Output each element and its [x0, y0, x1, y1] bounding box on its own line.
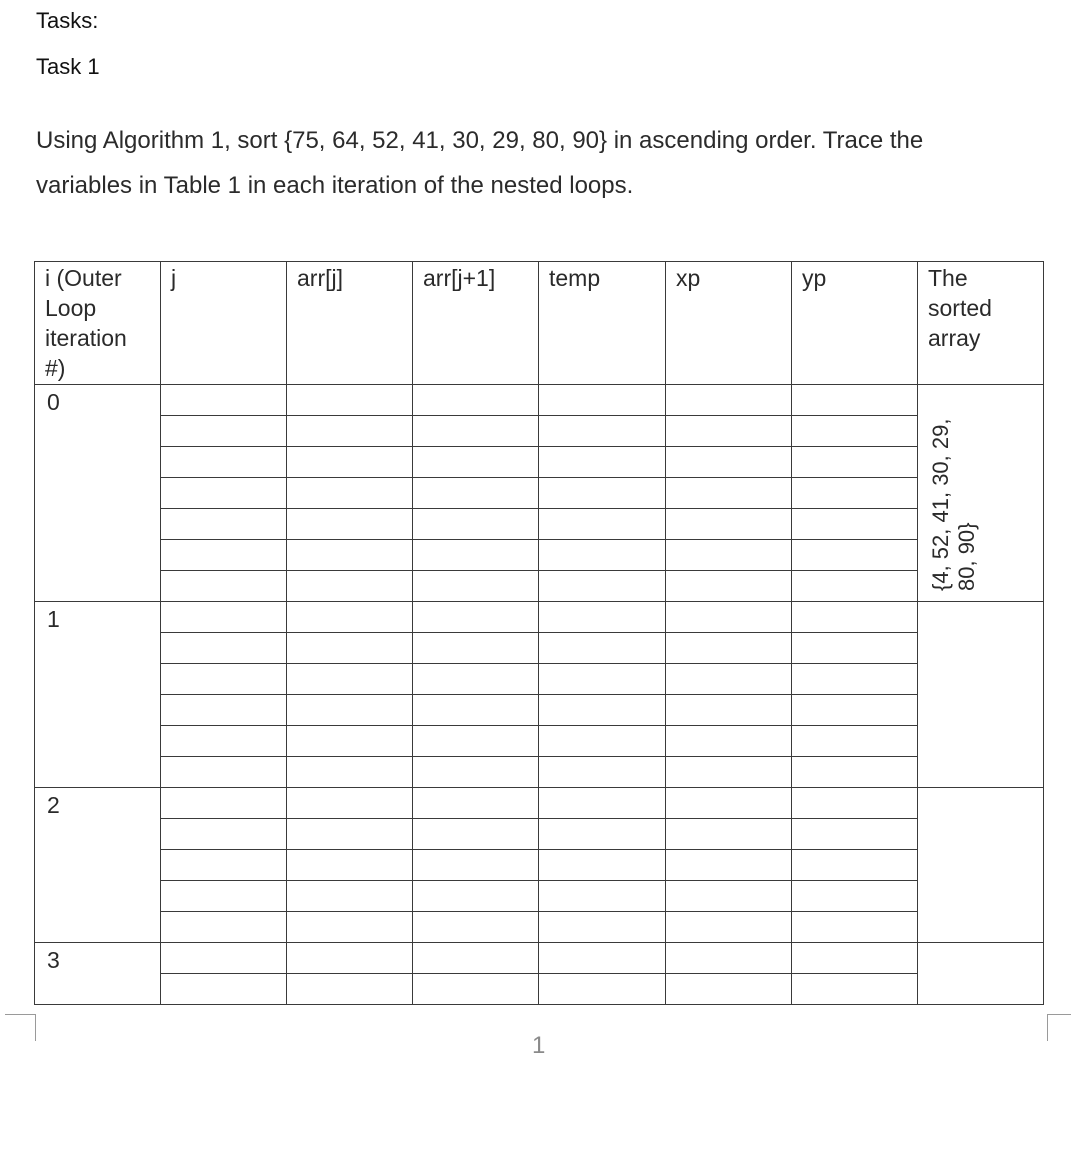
table-row	[35, 447, 1044, 478]
trace-cell[interactable]	[792, 571, 918, 602]
trace-cell[interactable]	[666, 540, 792, 571]
trace-cell[interactable]	[161, 664, 287, 695]
trace-cell[interactable]	[792, 757, 918, 788]
trace-cell[interactable]	[792, 385, 918, 416]
trace-cell[interactable]	[413, 633, 539, 664]
trace-cell[interactable]	[539, 850, 666, 881]
trace-cell[interactable]	[792, 819, 918, 850]
trace-cell[interactable]	[666, 757, 792, 788]
trace-cell[interactable]	[287, 695, 413, 726]
trace-cell[interactable]	[161, 974, 287, 1005]
trace-cell[interactable]	[792, 540, 918, 571]
trace-cell[interactable]	[413, 788, 539, 819]
trace-cell[interactable]	[287, 757, 413, 788]
trace-cell[interactable]	[539, 602, 666, 633]
table-row	[35, 850, 1044, 881]
trace-cell[interactable]	[287, 416, 413, 447]
trace-cell[interactable]	[161, 695, 287, 726]
iteration-index-cell: 1	[35, 602, 161, 788]
trace-cell[interactable]	[161, 726, 287, 757]
trace-cell[interactable]	[666, 447, 792, 478]
trace-cell[interactable]	[287, 850, 413, 881]
table-row	[35, 633, 1044, 664]
trace-cell[interactable]	[161, 912, 287, 943]
trace-cell[interactable]	[287, 974, 413, 1005]
trace-cell[interactable]	[287, 509, 413, 540]
trace-cell[interactable]	[161, 881, 287, 912]
table-row	[35, 912, 1044, 943]
trace-cell[interactable]	[287, 881, 413, 912]
trace-cell[interactable]	[161, 478, 287, 509]
trace-cell[interactable]	[539, 943, 666, 974]
trace-cell[interactable]	[413, 943, 539, 974]
iteration-index-cell: 3	[35, 943, 161, 1005]
trace-cell[interactable]	[413, 881, 539, 912]
trace-cell[interactable]	[792, 695, 918, 726]
trace-cell[interactable]	[287, 633, 413, 664]
table-row	[35, 788, 1044, 819]
trace-cell[interactable]	[539, 881, 666, 912]
trace-cell[interactable]	[161, 633, 287, 664]
trace-cell[interactable]	[792, 788, 918, 819]
trace-cell[interactable]	[666, 726, 792, 757]
trace-cell[interactable]	[666, 881, 792, 912]
trace-cell[interactable]	[287, 385, 413, 416]
header-j: j	[161, 262, 287, 385]
sorted-array-cell	[918, 943, 1044, 1005]
instruction-line-2: variables in Table 1 in each iteration of the nested loops.	[36, 172, 634, 199]
trace-cell[interactable]	[666, 819, 792, 850]
trace-cell[interactable]	[287, 726, 413, 757]
trace-cell[interactable]	[287, 912, 413, 943]
header-arr-j: arr[j]	[287, 262, 413, 385]
trace-cell[interactable]	[287, 447, 413, 478]
trace-cell[interactable]	[161, 788, 287, 819]
sorted-array-cell	[918, 385, 1044, 602]
trace-cell[interactable]	[792, 447, 918, 478]
trace-cell[interactable]	[413, 757, 539, 788]
trace-cell[interactable]	[287, 540, 413, 571]
header-yp: yp	[792, 262, 918, 385]
trace-cell[interactable]	[666, 633, 792, 664]
task-title: Task 1	[36, 54, 100, 79]
table-row	[35, 974, 1044, 1005]
trace-cell[interactable]	[666, 385, 792, 416]
trace-cell[interactable]	[287, 943, 413, 974]
sorted-array-text: {4, 52, 41, 30, 29, 80, 90}	[928, 418, 979, 591]
trace-cell[interactable]	[413, 509, 539, 540]
trace-cell[interactable]	[792, 974, 918, 1005]
table-row	[35, 385, 1044, 416]
trace-cell[interactable]	[413, 912, 539, 943]
trace-cell[interactable]	[161, 416, 287, 447]
table-row	[35, 664, 1044, 695]
trace-cell[interactable]	[792, 664, 918, 695]
trace-cell[interactable]	[666, 509, 792, 540]
table-row	[35, 726, 1044, 757]
trace-cell[interactable]	[539, 633, 666, 664]
trace-cell[interactable]	[539, 478, 666, 509]
trace-cell[interactable]	[161, 385, 287, 416]
trace-cell[interactable]	[161, 850, 287, 881]
trace-cell[interactable]	[161, 540, 287, 571]
trace-cell[interactable]	[413, 664, 539, 695]
trace-cell[interactable]	[666, 912, 792, 943]
trace-cell[interactable]	[792, 912, 918, 943]
page-number: 1	[532, 1032, 546, 1059]
sorted-array-cell	[918, 788, 1044, 943]
trace-cell[interactable]	[287, 602, 413, 633]
trace-cell[interactable]	[792, 509, 918, 540]
trace-cell[interactable]	[413, 478, 539, 509]
trace-cell[interactable]	[287, 664, 413, 695]
trace-cell[interactable]	[161, 602, 287, 633]
trace-cell[interactable]	[413, 850, 539, 881]
trace-cell[interactable]	[413, 695, 539, 726]
trace-cell[interactable]	[539, 385, 666, 416]
trace-cell[interactable]	[539, 509, 666, 540]
trace-cell[interactable]	[792, 726, 918, 757]
crop-mark-right	[1047, 1014, 1071, 1041]
trace-cell[interactable]	[792, 602, 918, 633]
trace-cell[interactable]	[792, 478, 918, 509]
trace-cell[interactable]	[287, 478, 413, 509]
trace-cell[interactable]	[413, 385, 539, 416]
trace-cell[interactable]	[539, 974, 666, 1005]
header-temp: temp	[539, 262, 666, 385]
table-row	[35, 416, 1044, 447]
trace-cell[interactable]	[539, 912, 666, 943]
trace-cell[interactable]	[413, 416, 539, 447]
trace-cell[interactable]	[666, 850, 792, 881]
table-row	[35, 757, 1044, 788]
trace-cell[interactable]	[539, 571, 666, 602]
trace-cell[interactable]	[539, 788, 666, 819]
trace-cell[interactable]	[792, 633, 918, 664]
header-arr-j-plus-1: arr[j+1]	[413, 262, 539, 385]
trace-cell[interactable]	[539, 726, 666, 757]
trace-cell[interactable]	[792, 943, 918, 974]
trace-cell[interactable]	[413, 447, 539, 478]
sorted-array-cell	[918, 602, 1044, 788]
table-row	[35, 540, 1044, 571]
table-row	[35, 571, 1044, 602]
trace-cell[interactable]	[413, 602, 539, 633]
trace-cell[interactable]	[539, 447, 666, 478]
crop-mark-left	[5, 1014, 36, 1041]
trace-cell[interactable]	[666, 571, 792, 602]
table-row	[35, 695, 1044, 726]
trace-table	[34, 261, 1044, 1005]
trace-cell[interactable]	[666, 943, 792, 974]
trace-cell[interactable]	[539, 757, 666, 788]
trace-cell[interactable]	[413, 726, 539, 757]
trace-cell[interactable]	[161, 943, 287, 974]
header-i: i (Outer Loop iteration #)	[35, 262, 161, 385]
table-row	[35, 509, 1044, 540]
trace-cell[interactable]	[792, 416, 918, 447]
trace-cell[interactable]	[539, 664, 666, 695]
trace-cell[interactable]	[666, 974, 792, 1005]
iteration-index-cell: 2	[35, 788, 161, 943]
tasks-heading: Tasks:	[36, 8, 99, 33]
trace-cell[interactable]	[539, 540, 666, 571]
header-sorted-array: The sorted array	[918, 262, 1044, 385]
table-row	[35, 819, 1044, 850]
trace-cell[interactable]	[539, 416, 666, 447]
trace-cell[interactable]	[161, 819, 287, 850]
trace-cell[interactable]	[666, 478, 792, 509]
iteration-index-cell: 0	[35, 385, 161, 602]
trace-cell[interactable]	[161, 509, 287, 540]
table-row	[35, 881, 1044, 912]
trace-cell[interactable]	[539, 695, 666, 726]
trace-cell[interactable]	[413, 540, 539, 571]
trace-cell[interactable]	[792, 881, 918, 912]
trace-cell[interactable]	[413, 819, 539, 850]
trace-cell[interactable]	[287, 819, 413, 850]
trace-cell[interactable]	[287, 788, 413, 819]
table-row	[35, 478, 1044, 509]
trace-cell[interactable]	[666, 788, 792, 819]
trace-cell[interactable]	[666, 664, 792, 695]
trace-cell[interactable]	[666, 602, 792, 633]
table-header-row	[35, 262, 1044, 385]
trace-cell[interactable]	[161, 757, 287, 788]
trace-cell[interactable]	[666, 695, 792, 726]
trace-cell[interactable]	[666, 416, 792, 447]
trace-cell[interactable]	[792, 850, 918, 881]
header-xp: xp	[666, 262, 792, 385]
trace-cell[interactable]	[413, 571, 539, 602]
table-row	[35, 943, 1044, 974]
trace-cell[interactable]	[539, 819, 666, 850]
instruction-line-1: Using Algorithm 1, sort {75, 64, 52, 41, 30, 29, 80, 90} in ascending order. Trace the	[36, 127, 924, 154]
trace-cell[interactable]	[161, 571, 287, 602]
trace-cell[interactable]	[287, 571, 413, 602]
trace-cell[interactable]	[161, 447, 287, 478]
trace-cell[interactable]	[413, 974, 539, 1005]
table-row	[35, 602, 1044, 633]
